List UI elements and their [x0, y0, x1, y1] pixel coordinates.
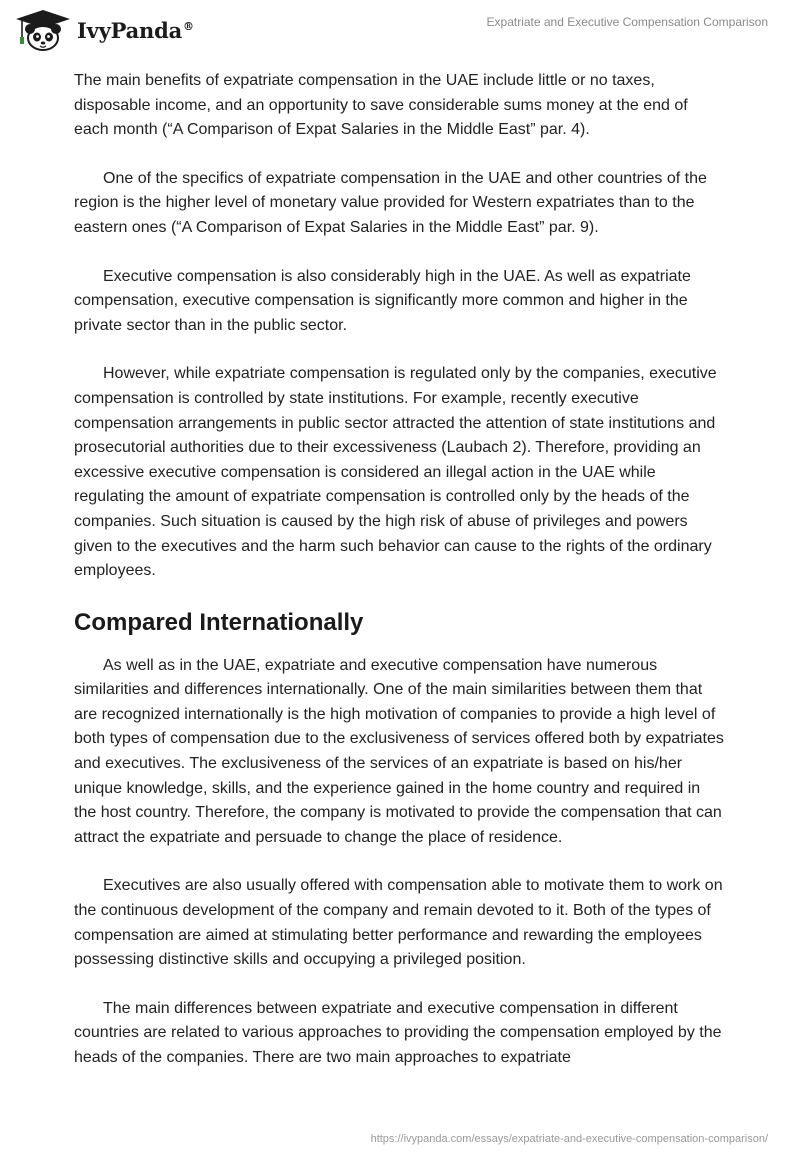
paragraph: However, while expatriate compensation is regulated only by the companies, executive compensation is controlled by state institutions. For example, recently executive compensation arrangements in public sector attracted the attention of state institutions and prosecutorial authorities due to their excessiveness (Laubach 2). Therefore, providing an excessive executive compensation is considered an illegal action in the UAE while regulating the amount of expatriate compensation is controlled only by the heads of the companies. Such situation is caused by the high risk of abuse of privileges and powers given to the executives and the harm such behavior can cause to the rights of the ordinary employees. [74, 365, 717, 580]
ivypanda-logo[interactable] [14, 8, 194, 52]
paragraph: One of the specifics of expatriate compensation in the UAE and other countries of the region is the higher level of monetary value provided for Western expatriates than to the eastern ones (“A Comparison of Expat Salaries in the Middle East” par. 9). [74, 169, 707, 236]
paragraph: The main differences between expatriate and executive compensation in different countries are related to various approaches to providing the compensation employed by the heads of the companies. There are two main approaches to expatriate [74, 999, 722, 1066]
page-header [0, 0, 800, 62]
source-url[interactable]: https://ivypanda.com/essays/expatriate-and-executive-compensation-comparison/ [370, 1133, 768, 1145]
paragraph: Executive compensation is also considerably high in the UAE. As well as expatriate compensation, executive compensation is significantly more common and higher in the private sector than in the public sector. [74, 267, 691, 334]
paragraph: Executives are also usually offered with compensation able to motivate them to work on the continuous development of the company and remain devoted to it. Both of the types of compensation are aimed at stimulating better performance and rewarding the employees possessing distinctive skills and occupying a privileged position. [74, 877, 723, 969]
panda-graduate-icon [14, 8, 72, 52]
essay-body [74, 69, 724, 1095]
registered-mark: ® [183, 19, 194, 33]
paragraph: The main benefits of expatriate compensation in the UAE include little or no taxes, disposable income, and an opportunity to save considerable sums money at the end of each month (“A Comparison of Expat Salaries in the Middle East” par. 4). [74, 72, 688, 139]
section-heading: Compared Internationally [74, 608, 364, 636]
logo-wordmark: IvyPanda® [77, 17, 194, 43]
paragraph: As well as in the UAE, expatriate and executive compensation have numerous similarities and differences internationally. One of the main similarities between them that are recognized internationally is the high motivation of companies to provide a high level of both types of compensation due to the exclusiveness of services offered both by expatriates and executives. The exclusiveness of the services of an expatriate is based on his/her unique knowledge, skills, and the experience gained in the home country and required in the host country. Therefore, the company is motivated to provide the compensation that can attract the expatriate and persuade to change the place of residence. [74, 656, 724, 846]
document-title: Expatriate and Executive Compensation Comparison [486, 15, 768, 29]
